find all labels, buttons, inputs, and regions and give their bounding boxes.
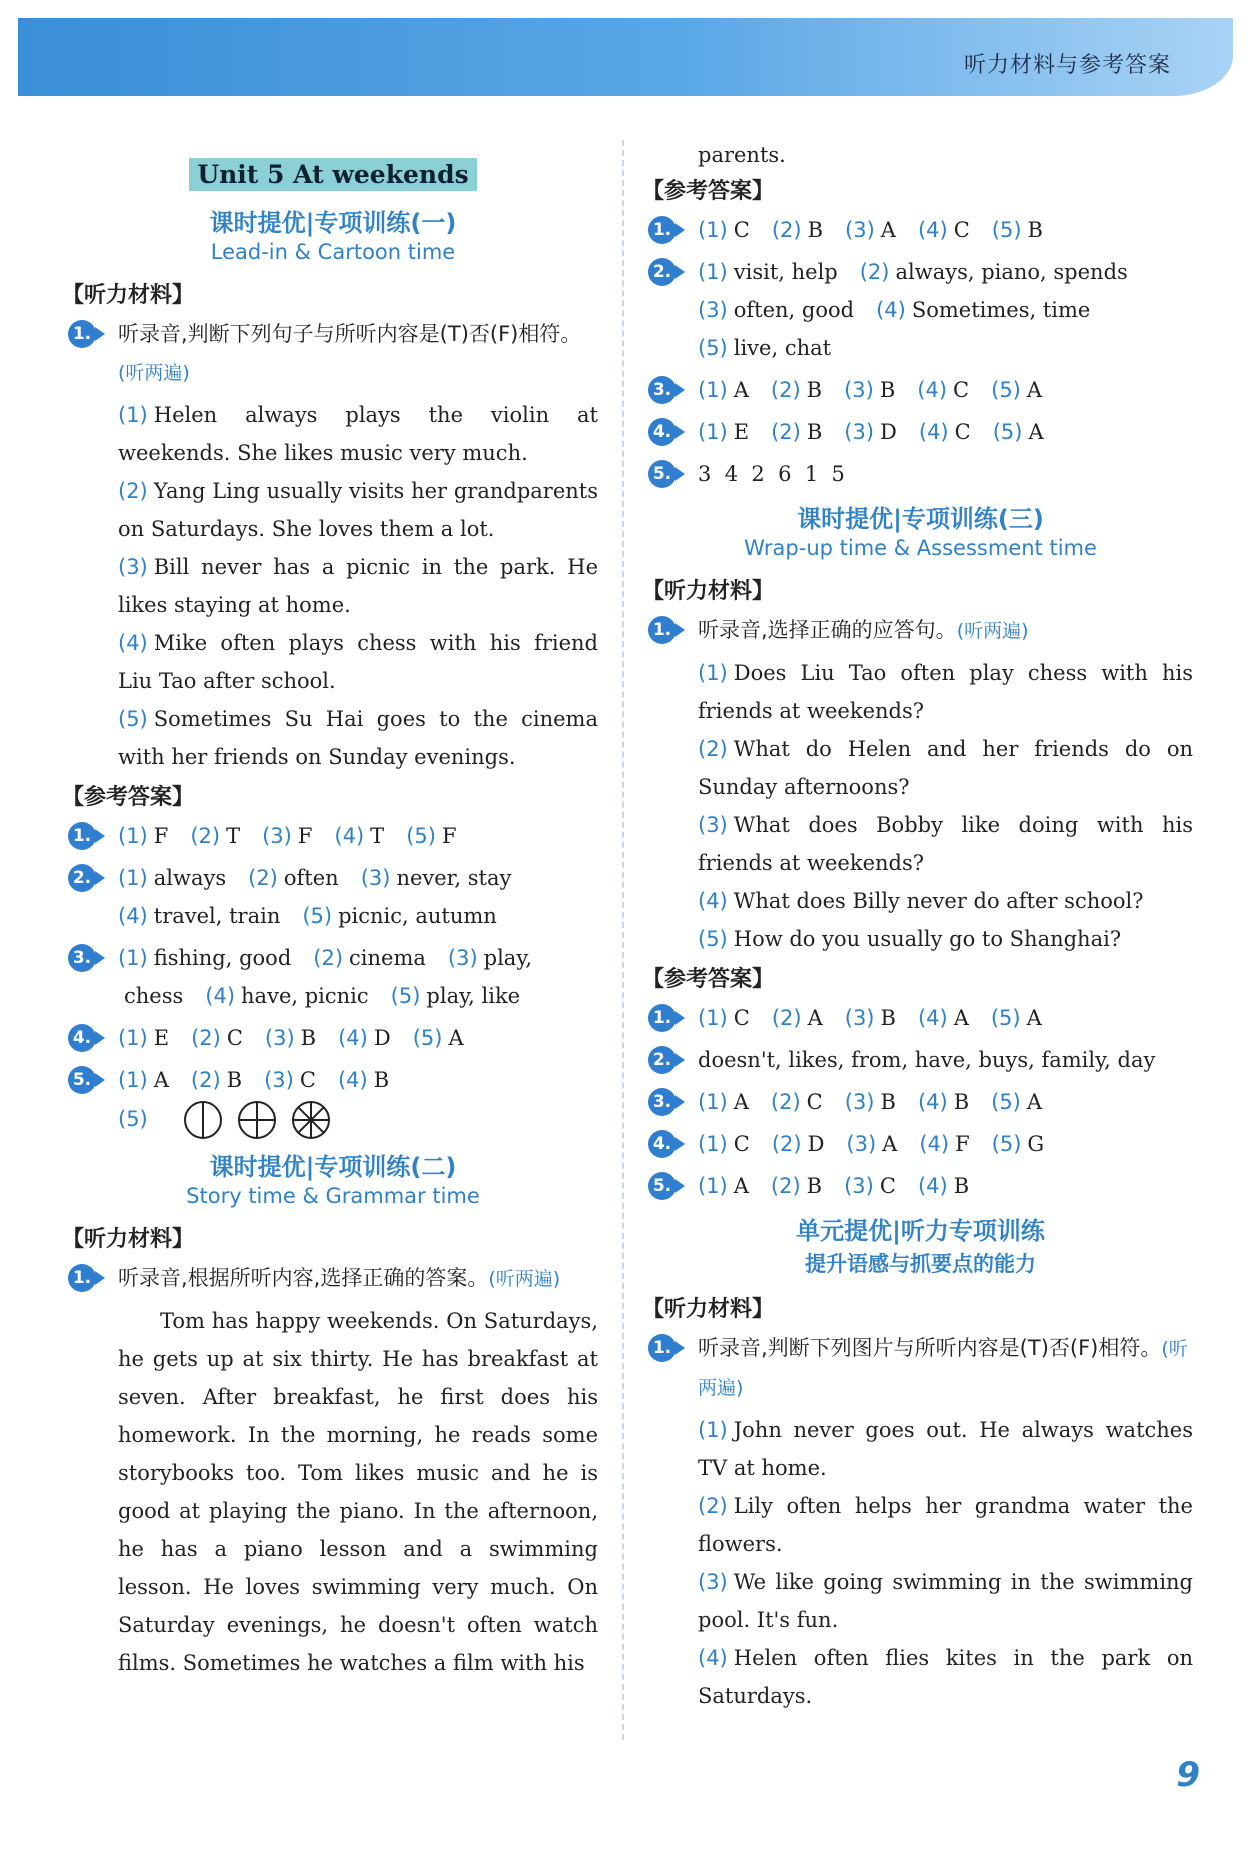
listening-item: (3) We like going swimming in the swimming pool. It's fun. [698, 1570, 1193, 1632]
answer-value: (1) visit, help [698, 260, 838, 284]
answer-label: 【参考答案】 [642, 967, 775, 992]
answer-value: (1) C [698, 1132, 750, 1156]
question-1: 1. 听录音,选择正确的应答句。(听两遍) [648, 611, 1193, 650]
answer-value: (5) A [991, 1090, 1043, 1114]
answer-value: (5) picnic, autumn [302, 904, 497, 928]
listening-items [648, 654, 1193, 958]
answer-value: (2) C [770, 1090, 823, 1114]
answer-value: (4) C [917, 218, 970, 242]
answer-value: (5) A [992, 420, 1044, 444]
section-title-3: 课时提优|专项训练(三) [797, 505, 1044, 533]
listening-items [68, 396, 598, 776]
answer-5: 5. (1) A (2) B (3) C (4) B (5) [68, 1061, 598, 1141]
page-number: 9 [1176, 1755, 1200, 1795]
listening-material-label: 【听力材料】 [642, 579, 775, 604]
answer-value: (1) E [698, 420, 750, 444]
passage-end: parents. [698, 143, 786, 167]
listening-item: (2) Yang Ling usually visits her grandparents on Saturdays. She loves them a lot. [118, 479, 598, 541]
question-1: 1. 听录音,根据所听内容,选择正确的答案。(听两遍) [68, 1259, 598, 1298]
answer-4: 4. (1) E (2) C (3) B (4) D (5) A [68, 1019, 598, 1057]
answer-value: (2) B [770, 1174, 823, 1198]
question-1: 1. 听录音,判断下列图片与所听内容是(T)否(F)相符。(听两遍) [648, 1329, 1193, 1407]
answer-value: (2) cinema [313, 946, 426, 970]
answer-value: (3) never, stay [360, 866, 512, 890]
page-header-band [18, 18, 1233, 96]
answer-value: (2) D [771, 1132, 825, 1156]
answer-5: 5. 3 4 2 6 1 5 [648, 455, 1193, 493]
answer-value: (2) T [190, 824, 241, 848]
answer-2: 2. (1) visit, help (2) always, piano, spends (3) often, good (4) Sometimes, time (5) live, chat [648, 253, 1193, 367]
answer-value: (3) D [844, 420, 897, 444]
answer-value: (3) F [262, 824, 313, 848]
answer-value: (1) A [698, 1174, 749, 1198]
answer-value: (2) always, piano, spends [859, 260, 1128, 284]
unit-title: Unit 5 At weekends [68, 160, 598, 189]
answer-value: (2) B [770, 378, 823, 402]
listening-item: (2) What do Helen and her friends do on Sunday afternoons? [698, 737, 1193, 799]
answer-4: 4. (1) E (2) B (3) D (4) C (5) A [648, 413, 1193, 451]
answer-value: (5) A [991, 378, 1043, 402]
answer-value: (3) B [844, 1090, 896, 1114]
listening-item: (4) Mike often plays chess with his friend Liu Tao after school. [118, 631, 598, 693]
answer-value: (5) A [990, 1006, 1042, 1030]
listening-item: (1) Does Liu Tao often play chess with his friends at weekends? [698, 661, 1193, 723]
answer-value: (3) A [845, 218, 896, 242]
answer-value: (5) G [991, 1132, 1045, 1156]
answer-value: (2) C [191, 1026, 243, 1050]
section-subtitle-2: Story time & Grammar time [186, 1184, 480, 1208]
answer-value: (1) fishing, good [118, 946, 292, 970]
listening-item: (3) Bill never has a picnic in the park. He likes staying at home. [118, 555, 598, 617]
answer-value: (1) always [118, 866, 227, 890]
answer-5: 5. (1) A (2) B (3) C (4) B [648, 1167, 1193, 1205]
answer-1: 1. (1) F (2) T (3) F (4) T (5) F [68, 817, 598, 855]
answer-value: (4) T [334, 824, 385, 848]
answer-value: (3) B [264, 1026, 317, 1050]
section-subtitle-4: 提升语感与抓要点的能力 [805, 1252, 1036, 1276]
column-divider [622, 140, 624, 1740]
answer-value: (1) C [698, 218, 750, 242]
answer-value: (4) F [919, 1132, 970, 1156]
section-subtitle-1: Lead-in & Cartoon time [210, 240, 456, 264]
answer-value: (1) F [118, 824, 169, 848]
answer-3: 3. (1) A (2) B (3) B (4) C (5) A [648, 371, 1193, 409]
answer-value: (4) travel, train [118, 904, 281, 928]
answer-value: (2) A [771, 1006, 823, 1030]
listening-material-label: 【听力材料】 [642, 1297, 775, 1322]
answer-value: (4) B [337, 1068, 390, 1092]
section-title-1: 课时提优|专项训练(一) [209, 209, 457, 237]
right-column [642, 140, 1193, 1715]
answer-value: (2) B [190, 1068, 243, 1092]
answer-3: 3. (1) A (2) C (3) B (4) B (5) A [648, 1083, 1193, 1121]
listening-item: (4) Helen often flies kites in the park on Saturdays. [698, 1646, 1193, 1708]
left-column [62, 140, 598, 1682]
answer-value: (5) live, chat [698, 336, 832, 360]
answer-2: 2. (1) always (2) often (3) never, stay (4) travel, train (5) picnic, autumn [68, 859, 598, 935]
answer-value: (1) A [118, 1068, 169, 1092]
question-1: 1. 听录音,判断下列句子与所听内容是(T)否(F)相符。(听两遍) [68, 315, 598, 392]
answer-value: (2) often [248, 866, 339, 890]
answer-value: (3) play, [447, 946, 533, 970]
answer-value: chess [124, 984, 184, 1008]
answer-value: (4) B [917, 1174, 970, 1198]
listening-item: (5) How do you usually go to Shanghai? [698, 927, 1122, 951]
answer-value: (4) A [917, 1006, 969, 1030]
circle-quarters-icon [236, 1099, 278, 1141]
circle-eighths-icon [290, 1099, 332, 1141]
listening-item: (3) What does Bobby like doing with his friends at weekends? [698, 813, 1193, 875]
answer-1: 1. (1) C (2) A (3) B (4) A (5) A [648, 999, 1193, 1037]
answer-2: 2. doesn't, likes, from, have, buys, family, day [648, 1041, 1193, 1079]
answer-value: (4) Sometimes, time [876, 298, 1091, 322]
passage: Tom has happy weekends. On Saturdays, he gets up at six thirty. He has breakfast at seven. After breakfast, he first does his homework. In the morning, he reads some storybooks too. Tom likes music and he is good at playing the piano. In the afternoon, he has a piano lesson and a swimming lesson. He loves swimming very much. On Saturday evenings, he doesn't often watch films. Sometimes he watches a film with his [118, 1309, 598, 1675]
answer-value: (1) A [698, 1090, 749, 1114]
listening-item: (1) Helen always plays the violin at weekends. She likes music very much. [118, 403, 598, 465]
answer-value: (3) B [844, 378, 896, 402]
answer-value: (2) B [771, 218, 824, 242]
listening-items [648, 1411, 1193, 1715]
answer-value: (5) F [406, 824, 457, 848]
answer-value: (4) C [918, 420, 971, 444]
answer-value: (5) B [991, 218, 1043, 242]
answer-value: (2) B [771, 420, 823, 444]
answer-label: 【参考答案】 [62, 785, 195, 810]
header-title: 听力材料与参考答案 [963, 53, 1171, 78]
answer-value: (4) D [338, 1026, 391, 1050]
answer-value: (3) C [264, 1068, 316, 1092]
circle-diagrams [182, 1099, 332, 1141]
answer-value: (1) E [118, 1026, 170, 1050]
listening-item: (5) Sometimes Su Hai goes to the cinema with her friends on Sunday evenings. [118, 707, 598, 769]
circle-halves-icon [182, 1099, 224, 1141]
answer-label: 【参考答案】 [642, 179, 775, 204]
answer-value: (3) C [844, 1174, 896, 1198]
answer-value: (3) often, good [698, 298, 855, 322]
section-title-2: 课时提优|专项训练(二) [209, 1153, 457, 1181]
answer-1: 1. (1) C (2) B (3) A (4) C (5) B [648, 211, 1193, 249]
answer-value: (3) A [846, 1132, 898, 1156]
answer-4: 4. (1) C (2) D (3) A (4) F (5) G [648, 1125, 1193, 1163]
answer-value: (4) have, picnic [205, 984, 369, 1008]
answer-value: (1) C [698, 1006, 750, 1030]
question-number-badge: 1. [68, 320, 96, 348]
answer-value: (5) A [412, 1026, 464, 1050]
listening-item: (2) Lily often helps her grandma water the flowers. [698, 1494, 1193, 1556]
answer-value: (1) A [698, 378, 749, 402]
answer-3: 3. (1) fishing, good (2) cinema (3) play, chess (4) have, picnic (5) play, like [68, 939, 598, 1015]
listening-item: (1) John never goes out. He always watches TV at home. [698, 1418, 1193, 1480]
listening-material-label: 【听力材料】 [62, 1227, 195, 1252]
answer-value: (4) B [917, 1090, 970, 1114]
section-title-4: 单元提优|听力专项训练 [796, 1217, 1045, 1245]
listening-item: (4) What does Billy never do after school? [698, 889, 1144, 913]
section-subtitle-3: Wrap-up time & Assessment time [744, 536, 1097, 560]
listening-material-label: 【听力材料】 [62, 283, 195, 308]
answer-value: (3) B [844, 1006, 896, 1030]
answer-value: (4) C [917, 378, 970, 402]
answer-value: (5) play, like [390, 984, 521, 1008]
